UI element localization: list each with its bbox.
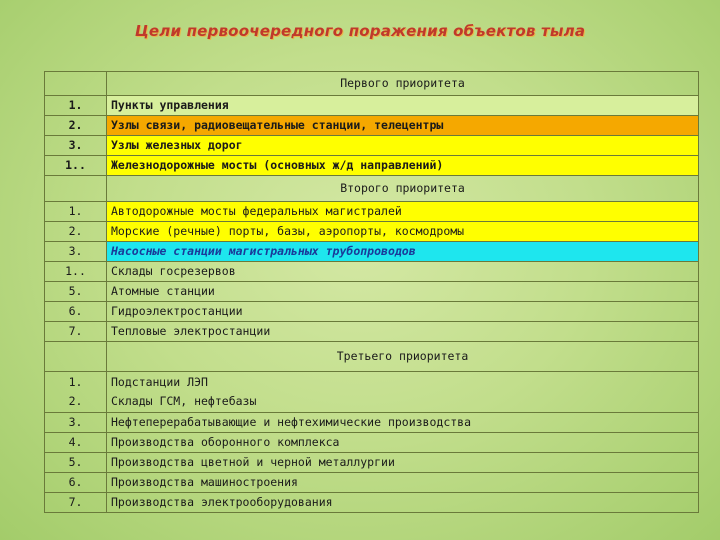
table-row <box>45 222 699 242</box>
table-row <box>45 116 699 136</box>
row-text: Тепловые электростанции <box>107 322 699 342</box>
table-row <box>45 322 699 342</box>
row-number: 2. <box>68 394 83 408</box>
row-text: Узлы связи, радиовещательные станции, телецентры <box>107 116 699 136</box>
row-number: 1. <box>68 375 83 389</box>
priority-targets-table <box>44 71 699 513</box>
row-number: 4. <box>45 433 107 453</box>
empty-cell <box>45 72 107 96</box>
row-number-pair <box>45 372 107 413</box>
row-text: Производства цветной и черной металлургии <box>107 453 699 473</box>
table-row <box>45 282 699 302</box>
row-number: 1.. <box>45 262 107 282</box>
table-row <box>45 202 699 222</box>
section-heading: Второго приоритета <box>107 176 699 202</box>
table-row <box>45 433 699 453</box>
row-number: 6. <box>45 473 107 493</box>
row-text: Автодорожные мосты федеральных магистралей <box>107 202 699 222</box>
row-number: 2. <box>45 116 107 136</box>
row-text: Узлы железных дорог <box>107 136 699 156</box>
row-text: Подстанции ЛЭП <box>111 375 208 389</box>
table-row <box>45 453 699 473</box>
row-text: Пункты управления <box>107 96 699 116</box>
row-number: 3. <box>45 136 107 156</box>
table-row <box>45 242 699 262</box>
row-text: Склады госрезервов <box>107 262 699 282</box>
row-text: Производства электрооборудования <box>107 493 699 513</box>
row-number: 5. <box>45 453 107 473</box>
row-number: 7. <box>45 322 107 342</box>
row-number: 1. <box>45 202 107 222</box>
row-number: 7. <box>45 493 107 513</box>
table-row <box>45 96 699 116</box>
section-header-second <box>45 176 699 202</box>
row-number: 5. <box>45 282 107 302</box>
table-row <box>45 136 699 156</box>
section-header-first <box>45 72 699 96</box>
row-text: Склады ГСМ, нефтебазы <box>111 394 257 408</box>
table-row-double <box>45 372 699 413</box>
row-text: Нефтеперерабатывающие и нефтехимические производства <box>107 413 699 433</box>
row-text: Производства машиностроения <box>107 473 699 493</box>
row-text: Производства оборонного комплекса <box>107 433 699 453</box>
row-number: 3. <box>45 242 107 262</box>
row-text: Гидроэлектростанции <box>107 302 699 322</box>
table-row <box>45 473 699 493</box>
section-heading: Первого приоритета <box>107 72 699 96</box>
row-number: 6. <box>45 302 107 322</box>
row-number: 3. <box>45 413 107 433</box>
row-text: Атомные станции <box>107 282 699 302</box>
empty-cell <box>45 176 107 202</box>
row-text: Насосные станции магистральных трубопроводов <box>107 242 699 262</box>
row-number: 2. <box>45 222 107 242</box>
table-row <box>45 156 699 176</box>
row-text-pair <box>107 372 699 413</box>
row-text: Морские (речные) порты, базы, аэропорты, космодромы <box>107 222 699 242</box>
table-row <box>45 413 699 433</box>
table-row <box>45 262 699 282</box>
section-header-third <box>45 342 699 372</box>
table-row <box>45 493 699 513</box>
row-number: 1. <box>45 96 107 116</box>
section-heading: Третьего приоритета <box>107 342 699 372</box>
row-number: 1.. <box>45 156 107 176</box>
empty-cell <box>45 342 107 372</box>
table-row <box>45 302 699 322</box>
page-title: Цели первоочередного поражения объектов тыла <box>134 22 586 40</box>
row-text: Железнодорожные мосты (основных ж/д направлений) <box>107 156 699 176</box>
